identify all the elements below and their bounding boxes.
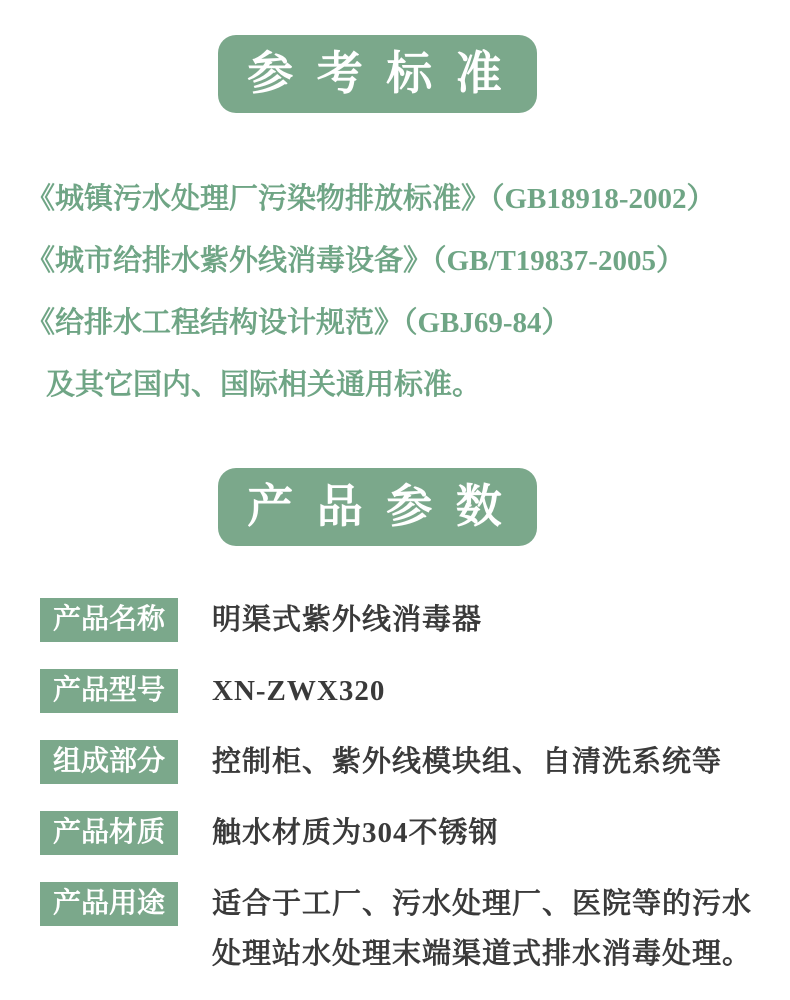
- param-label: 产品材质: [40, 811, 178, 855]
- param-label: 产品型号: [40, 669, 178, 713]
- param-label: 产品用途: [40, 882, 178, 926]
- standard-item-1: 《城镇污水处理厂污染物排放标准》（GB18918-2002）: [26, 183, 716, 215]
- param-value: XN-ZWX320: [212, 675, 386, 707]
- param-value: 适合于工厂、污水处理厂、医院等的污水处理站水处理末端渠道式排水消毒处理。: [212, 888, 753, 970]
- param-row-components: [40, 740, 770, 787]
- param-label: 组成部分: [40, 740, 178, 784]
- param-value: 触水材质为304不锈钢: [212, 817, 499, 849]
- section-title-reference-standards: 参 考 标 准: [218, 35, 537, 113]
- param-value: 控制柜、紫外线模块组、自清洗系统等: [212, 746, 723, 778]
- standards-list: [26, 168, 766, 416]
- section-title-product-parameters: 产 品 参 数: [218, 468, 537, 546]
- param-value: 明渠式紫外线消毒器: [212, 604, 483, 636]
- product-parameters-table: [40, 598, 770, 1000]
- param-row-material: [40, 811, 770, 858]
- param-label: 产品名称: [40, 598, 178, 642]
- standard-item-2: 《城市给排水紫外线消毒设备》（GB/T19837-2005）: [26, 245, 685, 277]
- standard-item-3: 《给排水工程结构设计规范》（GBJ69-84）: [26, 307, 571, 339]
- param-row-product-model: [40, 669, 770, 716]
- param-row-usage: [40, 882, 770, 979]
- standard-item-4: 及其它国内、国际相关通用标准。: [46, 369, 482, 401]
- param-row-product-name: [40, 598, 770, 645]
